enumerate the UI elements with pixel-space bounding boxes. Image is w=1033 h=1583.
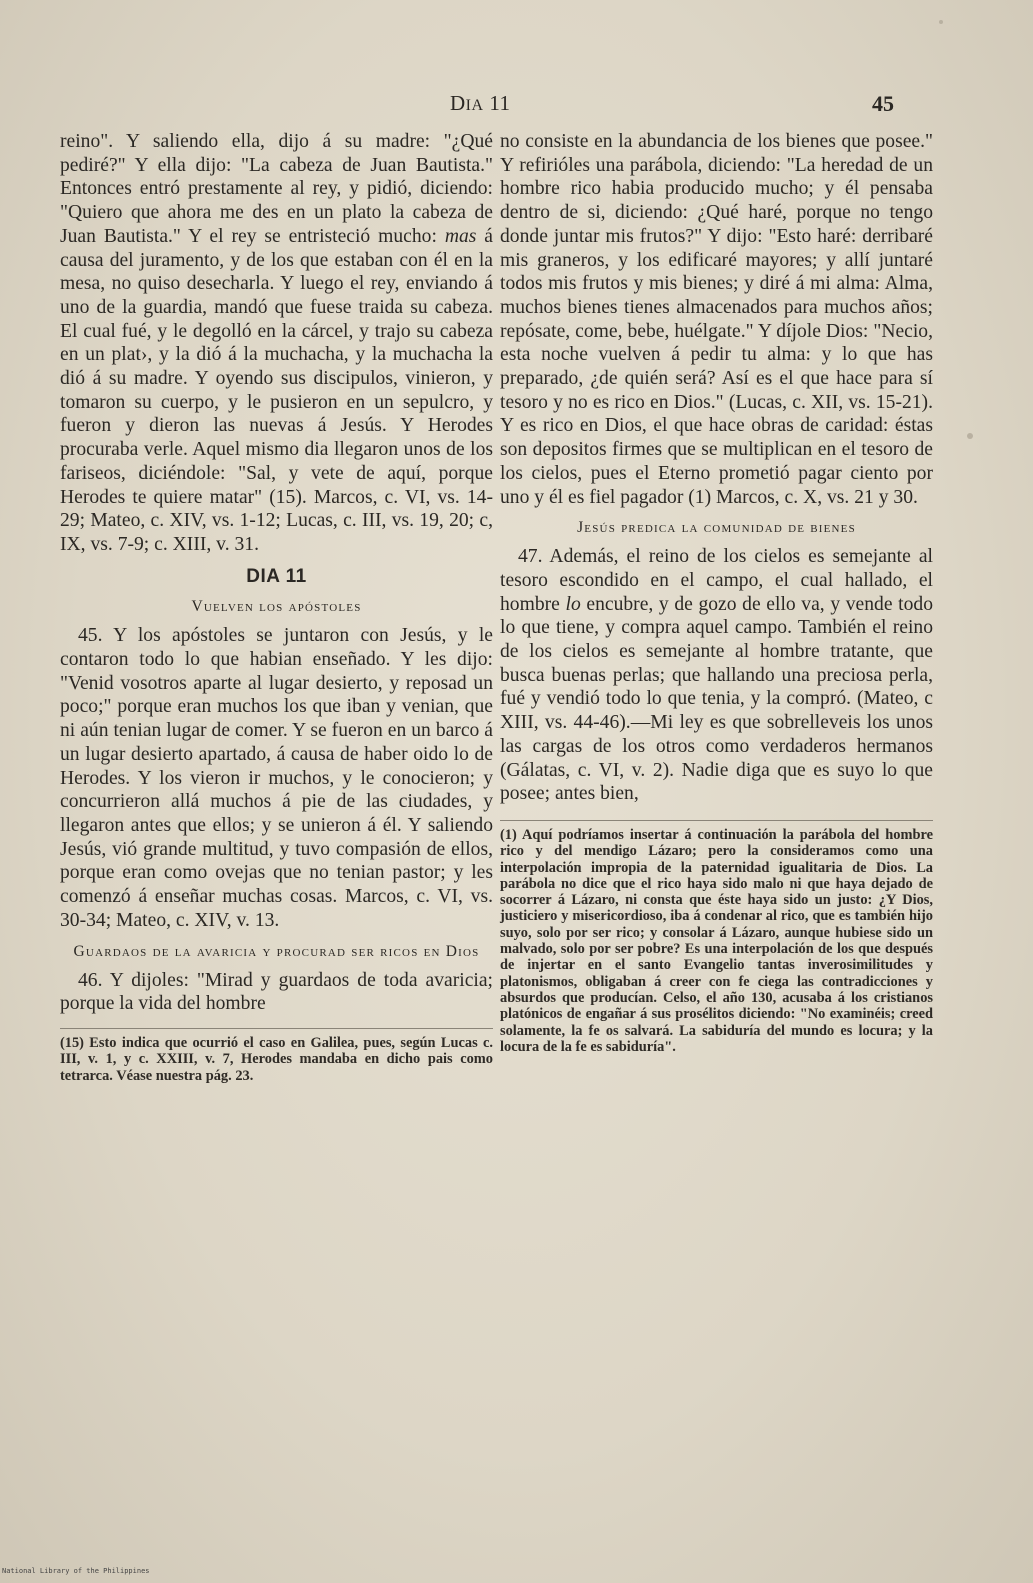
page-number: 45 [872,91,894,116]
right-column [500,130,933,1055]
left-column [60,130,493,1084]
running-title: DIA 11 [450,91,511,115]
paper-speck [967,433,973,439]
day-heading: DIA 11 [246,565,307,587]
running-head [0,91,1033,121]
footnote-1: (1) Aquí podríamos insertar á continuación la parábola del hombre rico y del mendigo Lázaro; pero la consideramos como una interpolación impropia de la paternidad igualitaria de Dios. La parábola no dice que el rico haya sido malo ni que haya dejado de socorrer á Lázaro, ni consta que éste haya sido un justo: ¿Y Dios, justiciero y misericordioso, iba á condenar al rico, que es también hijo suyo, solo por ser rico; y consolar á Lázaro, aunque hubiese sido un malvado, solo por ser pobre? Es una interpolación de los que después de injertar en el santo Evangelio tantas inverosimilitudes y platonismos, obligaban á creer con fe ciega las contradicciones y absurdos que producían. Celso, el año 130, acusaba á los cristianos platónicos de engañar á sus prosélitos diciendo: "No examinéis; creed solamente, la fe os salvará. La sabiduría del mundo es locura; y la locura de la fe es sabiduría". [500,820,933,1055]
paper-speck [939,20,943,24]
paragraph-45: 45. Y los apóstoles se juntaron con Jesús, y le contaron todo lo que habian enseñado. Y les dijo: "Venid vosotros aparte al lugar desierto, y reposad un poco;" porque eran muchos los que iban y venian, que ni aún tenian lugar de comer. Y se fueron en un barco á un lugar desierto apartado, á causa de haber oido lo de Herodes. Y los vieron ir muchos, y le conocieron; y concurrieron allá muchos á pie de las ciudades, y llegaron antes que ellos; y se unieron á él. Y saliendo Jesús, vió grande multitud, y tuvo compasión de ellos, porque eran como ovejas que no tenian pastor; y les comenzó á enseñar muchas cosas. Marcos, c. VI, vs. 30-34; Mateo, c. XIV, v. 13. [60,625,493,931]
paragraph-47: 47. Además, el reino de los cielos es semejante al tesoro escondido en el campo, el cual hallado, el hombre lo encubre, y de gozo de ello va, y vende todo lo que tiene, y compra aquel campo. También el reino de los cielos es semejante al hombre tratante, que busca buenas perlas; que hallando una preciosa perla, fué y vendió todo lo que tenia, y la compró. (Mateo, c XIII, vs. 44-46).—Mi ley es que sobrelleveis los unos las cargas de los otros como verdaderos hermanos (Gálatas, c. VI, v. 2). Nadie diga que es suyo lo que posee; antes bien, [500,546,933,805]
library-credit: National Library of the Philippines [2,1567,150,1575]
paragraph-continued: reino". Y saliendo ella, dijo á su madre: "¿Qué pediré?" Y ella dijo: "La cabeza de Juan Bautista." Entonces entró prestamente al rey, y pidió, diciendo: "Quiero que ahora me des en un plato la cabeza de Juan Bautista." Y el rey se entristeció mucho: mas á causa del juramento, y de los que estaban con él en la mesa, no quiso desecharla. Y luego el rey, enviando á uno de la guardia, mandó que fuese traida su cabeza. El cual fué, y le degolló en la cárcel, y trajo su cabeza en un plat›, y la dió á la muchacha, y la muchacha la dió á su madre. Y oyendo sus discipulos, vinieron, y tomaron su cuerpo, y le pusieron en un sepulcro, y fueron y dieron las nuevas á Jesús. Y Herodes procuraba verle. Aquel mismo dia llegaron unos de los fariseos, diciéndole: "Sal, y vete de aquí, porque Herodes te quiere matar" (15). Marcos, c. VI, vs. 14-29; Mateo, c. XIV, vs. 1-12; Lucas, c. III, vs. 19, 20; c, IX, vs. 7-9; c. XIII, v. 31. [60,131,493,555]
section-heading-apostles: Vuelven los apóstoles [191,598,362,616]
footnote-15: (15) Esto indica que ocurrió el caso en Galilea, pues, según Lucas c. III, v. 1, y c. XXIII, v. 7, Herodes mandaba en dicho pais como tetrarca. Véase nuestra pág. 23. [60,1028,493,1084]
section-heading-avarice: Guardaos de la avaricia y procurad ser ricos en Dios [73,942,480,960]
section-heading-community: Jesús predica la comunidad de bienes [577,519,856,537]
paragraph-46-continued: no consiste en la abundancia de los bienes que posee." Y refirióles una parábola, diciendo: "La heredad de un hombre rico habia producido mucho; y él pensaba dentro de si, diciendo: ¿Qué haré, porque no tengo donde juntar mis frutos?" Y dijo: "Esto haré: derribaré mis graneros, y los edificaré mayores; y allí juntaré todos mis frutos y mis bienes; y diré á mi alma: Alma, muchos bienes tienes almacenados para muchos años; repósate, come, bebe, huélgate." Y díjole Dios: "Necio, esta noche vuelven á pedir tu alma: y lo que has preparado, ¿de quién será? Así es el que hace para sí tesoro y no es rico en Dios." (Lucas, c. XII, vs. 15-21). Y es rico en Dios, el que hace obras de caridad: éstas son depositos firmes que se multiplican en el tesoro de los cielos, pues el Eterno prometió pagar ciento por uno y él es fiel pagador (1) Marcos, c. X, vs. 21 y 30. [500,131,933,508]
paragraph-46: 46. Y dijoles: "Mirad y guardaos de toda avaricia; porque la vida del hombre [60,969,493,1015]
